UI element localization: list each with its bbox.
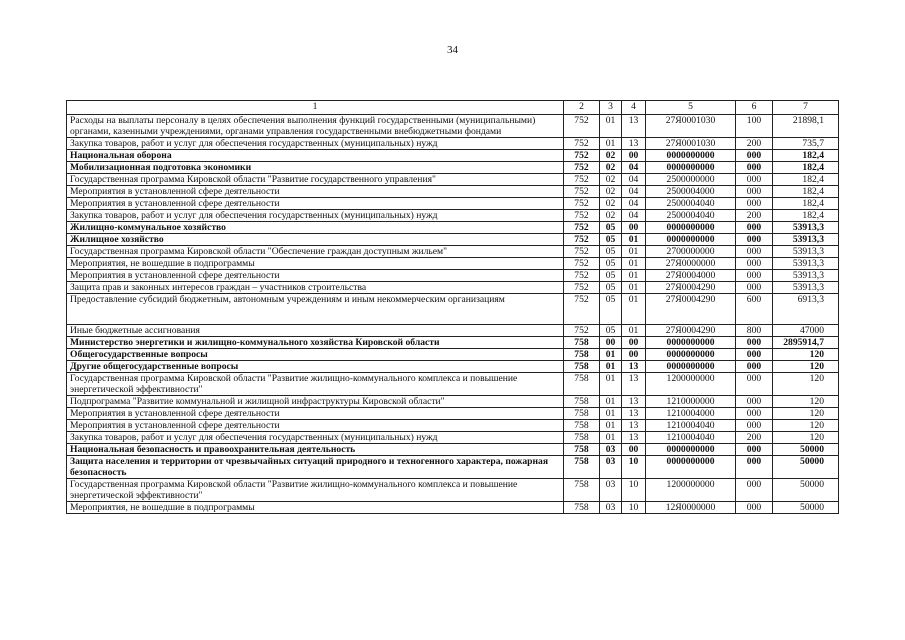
target-article-cell: 1210004000 — [646, 408, 736, 420]
row-name-cell: Национальная безопасность и правоохранительная деятельность — [67, 444, 564, 456]
target-article-cell: 27Я0004000 — [646, 270, 736, 282]
subsection-cell: 10 — [622, 479, 646, 502]
ministry-code-cell: 758 — [564, 479, 600, 502]
row-name-cell: Государственная программа Кировской области "Обеспечение граждан доступным жильем" — [67, 246, 564, 258]
expense-type-cell: 000 — [736, 456, 773, 479]
table-header-row — [67, 101, 839, 115]
amount-cell: 182,4 — [773, 174, 839, 186]
row-name-cell: Закупка товаров, работ и услуг для обеспечения государственных (муниципальных) нужд — [67, 138, 564, 150]
subsection-cell: 13 — [622, 115, 646, 138]
column-header: 4 — [622, 101, 646, 115]
row-name-cell: Министерство энергетики и жилищно-коммунального хозяйства Кировской области — [67, 337, 564, 349]
row-name-cell: Мероприятия в установленной сфере деятельности — [67, 198, 564, 210]
column-header: 5 — [646, 101, 736, 115]
expense-type-cell: 200 — [736, 210, 773, 222]
table-row — [67, 294, 839, 325]
target-article-cell: 1210004040 — [646, 432, 736, 444]
section-cell: 05 — [600, 258, 622, 270]
table-row — [67, 408, 839, 420]
ministry-code-cell: 752 — [564, 162, 600, 174]
target-article-cell: 1200000000 — [646, 479, 736, 502]
table-row — [67, 420, 839, 432]
section-cell: 05 — [600, 222, 622, 234]
row-name-cell: Расходы на выплаты персоналу в целях обеспечения выполнения функций государственными (муниципальными) органами, казенными учреждениями, органами управления государственными внебюджетными фондами — [67, 115, 564, 138]
row-name-cell: Общегосударственные вопросы — [67, 349, 564, 361]
expense-type-cell: 800 — [736, 325, 773, 337]
expense-type-cell: 000 — [736, 396, 773, 408]
section-cell: 01 — [600, 408, 622, 420]
ministry-code-cell: 758 — [564, 373, 600, 396]
section-cell: 03 — [600, 444, 622, 456]
expense-type-cell: 000 — [736, 349, 773, 361]
subsection-cell: 01 — [622, 325, 646, 337]
row-name-cell: Жилищно-коммунальное хозяйство — [67, 222, 564, 234]
ministry-code-cell: 752 — [564, 174, 600, 186]
row-name-cell: Государственная программа Кировской области "Развитие государственного управления" — [67, 174, 564, 186]
subsection-cell: 04 — [622, 210, 646, 222]
subsection-cell: 00 — [622, 444, 646, 456]
table-row — [67, 258, 839, 270]
target-article-cell: 27Я0004290 — [646, 325, 736, 337]
section-cell: 02 — [600, 210, 622, 222]
section-cell: 02 — [600, 174, 622, 186]
ministry-code-cell: 752 — [564, 246, 600, 258]
expense-type-cell: 000 — [736, 162, 773, 174]
table-row — [67, 222, 839, 234]
subsection-cell: 13 — [622, 138, 646, 150]
subsection-cell: 04 — [622, 174, 646, 186]
section-cell: 01 — [600, 138, 622, 150]
amount-cell: 50000 — [773, 502, 839, 514]
ministry-code-cell: 758 — [564, 502, 600, 514]
table-row — [67, 174, 839, 186]
amount-cell: 21898,1 — [773, 115, 839, 138]
target-article-cell: 0000000000 — [646, 444, 736, 456]
table-row — [67, 479, 839, 502]
subsection-cell: 10 — [622, 502, 646, 514]
amount-cell: 120 — [773, 361, 839, 373]
section-cell: 01 — [600, 420, 622, 432]
section-cell: 01 — [600, 361, 622, 373]
target-article-cell: 27Я0001030 — [646, 115, 736, 138]
table-row — [67, 150, 839, 162]
expense-type-cell: 000 — [736, 373, 773, 396]
amount-cell: 120 — [773, 349, 839, 361]
ministry-code-cell: 758 — [564, 361, 600, 373]
budget-table — [66, 100, 839, 514]
amount-cell: 120 — [773, 396, 839, 408]
section-cell: 05 — [600, 270, 622, 282]
target-article-cell: 2500004000 — [646, 186, 736, 198]
table-row — [67, 270, 839, 282]
table-row — [67, 282, 839, 294]
target-article-cell: 0000000000 — [646, 349, 736, 361]
expense-type-cell: 000 — [736, 198, 773, 210]
table-row — [67, 246, 839, 258]
table-row — [67, 444, 839, 456]
row-name-cell: Подпрограмма "Развитие коммунальной и жилищной инфраструктуры Кировской области" — [67, 396, 564, 408]
section-cell: 02 — [600, 162, 622, 174]
expense-type-cell: 000 — [736, 502, 773, 514]
expense-type-cell: 600 — [736, 294, 773, 325]
target-article-cell: 12Я0000000 — [646, 502, 736, 514]
row-name-cell: Предоставление субсидий бюджетным, автономным учреждениям и иным некоммерческим организациям — [67, 294, 564, 325]
expense-type-cell: 000 — [736, 174, 773, 186]
section-cell: 02 — [600, 198, 622, 210]
row-name-cell: Закупка товаров, работ и услуг для обеспечения государственных (муниципальных) нужд — [67, 210, 564, 222]
ministry-code-cell: 758 — [564, 444, 600, 456]
expense-type-cell: 000 — [736, 282, 773, 294]
subsection-cell: 13 — [622, 408, 646, 420]
expense-type-cell: 100 — [736, 115, 773, 138]
target-article-cell: 1210004040 — [646, 420, 736, 432]
subsection-cell: 01 — [622, 234, 646, 246]
amount-cell: 53913,3 — [773, 234, 839, 246]
section-cell: 01 — [600, 115, 622, 138]
target-article-cell: 1210000000 — [646, 396, 736, 408]
table-row — [67, 502, 839, 514]
target-article-cell: 2500004040 — [646, 210, 736, 222]
column-header: 1 — [67, 101, 564, 115]
amount-cell: 735,7 — [773, 138, 839, 150]
subsection-cell: 00 — [622, 349, 646, 361]
amount-cell: 120 — [773, 432, 839, 444]
expense-type-cell: 000 — [736, 234, 773, 246]
section-cell: 02 — [600, 186, 622, 198]
table-body — [67, 115, 839, 514]
amount-cell: 182,4 — [773, 150, 839, 162]
ministry-code-cell: 758 — [564, 420, 600, 432]
table-row — [67, 198, 839, 210]
amount-cell: 120 — [773, 373, 839, 396]
table-row — [67, 337, 839, 349]
page-number: 34 — [447, 44, 458, 56]
amount-cell: 53913,3 — [773, 270, 839, 282]
row-name-cell: Закупка товаров, работ и услуг для обеспечения государственных (муниципальных) нужд — [67, 432, 564, 444]
subsection-cell: 13 — [622, 396, 646, 408]
column-header: 3 — [600, 101, 622, 115]
expense-type-cell: 000 — [736, 246, 773, 258]
target-article-cell: 0000000000 — [646, 234, 736, 246]
amount-cell: 53913,3 — [773, 246, 839, 258]
ministry-code-cell: 758 — [564, 396, 600, 408]
ministry-code-cell: 758 — [564, 337, 600, 349]
ministry-code-cell: 758 — [564, 349, 600, 361]
section-cell: 00 — [600, 337, 622, 349]
amount-cell: 120 — [773, 420, 839, 432]
subsection-cell: 00 — [622, 150, 646, 162]
ministry-code-cell: 752 — [564, 115, 600, 138]
table-row — [67, 349, 839, 361]
table-row — [67, 162, 839, 174]
subsection-cell: 04 — [622, 186, 646, 198]
target-article-cell: 27Я0004290 — [646, 294, 736, 325]
table-row — [67, 186, 839, 198]
table-row — [67, 373, 839, 396]
subsection-cell: 13 — [622, 361, 646, 373]
amount-cell: 50000 — [773, 444, 839, 456]
expense-type-cell: 000 — [736, 408, 773, 420]
amount-cell: 182,4 — [773, 210, 839, 222]
ministry-code-cell: 752 — [564, 258, 600, 270]
expense-type-cell: 000 — [736, 361, 773, 373]
expense-type-cell: 000 — [736, 444, 773, 456]
ministry-code-cell: 758 — [564, 456, 600, 479]
expense-type-cell: 000 — [736, 222, 773, 234]
expense-type-cell: 000 — [736, 258, 773, 270]
section-cell: 03 — [600, 479, 622, 502]
row-name-cell: Государственная программа Кировской области "Развитие жилищно-коммунального комплекса и повышение энергетической эффективности" — [67, 479, 564, 502]
subsection-cell: 13 — [622, 420, 646, 432]
ministry-code-cell: 758 — [564, 408, 600, 420]
row-name-cell: Мероприятия, не вошедшие в подпрограммы — [67, 502, 564, 514]
row-name-cell: Иные бюджетные ассигнования — [67, 325, 564, 337]
amount-cell: 47000 — [773, 325, 839, 337]
subsection-cell: 01 — [622, 282, 646, 294]
row-name-cell: Мероприятия, не вошедшие в подпрограммы — [67, 258, 564, 270]
row-name-cell: Жилищное хозяйство — [67, 234, 564, 246]
ministry-code-cell: 752 — [564, 282, 600, 294]
amount-cell: 182,4 — [773, 186, 839, 198]
table-row — [67, 138, 839, 150]
table-row — [67, 456, 839, 479]
subsection-cell: 01 — [622, 258, 646, 270]
expense-type-cell: 000 — [736, 270, 773, 282]
section-cell: 05 — [600, 234, 622, 246]
target-article-cell: 1200000000 — [646, 373, 736, 396]
ministry-code-cell: 752 — [564, 138, 600, 150]
amount-cell: 2895914,7 — [773, 337, 839, 349]
section-cell: 01 — [600, 396, 622, 408]
section-cell: 05 — [600, 282, 622, 294]
subsection-cell: 01 — [622, 246, 646, 258]
amount-cell: 50000 — [773, 479, 839, 502]
row-name-cell: Мероприятия в установленной сфере деятельности — [67, 186, 564, 198]
ministry-code-cell: 752 — [564, 150, 600, 162]
section-cell: 02 — [600, 150, 622, 162]
target-article-cell: 0000000000 — [646, 222, 736, 234]
table-row — [67, 325, 839, 337]
ministry-code-cell: 752 — [564, 222, 600, 234]
table-row — [67, 234, 839, 246]
amount-cell: 182,4 — [773, 198, 839, 210]
ministry-code-cell: 752 — [564, 270, 600, 282]
expense-type-cell: 200 — [736, 432, 773, 444]
subsection-cell: 13 — [622, 432, 646, 444]
table-row — [67, 210, 839, 222]
row-name-cell: Мероприятия в установленной сфере деятельности — [67, 270, 564, 282]
section-cell: 01 — [600, 349, 622, 361]
amount-cell: 53913,3 — [773, 258, 839, 270]
subsection-cell: 04 — [622, 198, 646, 210]
subsection-cell: 00 — [622, 222, 646, 234]
section-cell: 01 — [600, 432, 622, 444]
target-article-cell: 0000000000 — [646, 337, 736, 349]
amount-cell: 6913,3 — [773, 294, 839, 325]
ministry-code-cell: 752 — [564, 210, 600, 222]
column-header: 6 — [736, 101, 773, 115]
target-article-cell: 27Я0000000 — [646, 258, 736, 270]
subsection-cell: 04 — [622, 162, 646, 174]
subsection-cell: 00 — [622, 337, 646, 349]
table-row — [67, 361, 839, 373]
amount-cell: 120 — [773, 408, 839, 420]
section-cell: 05 — [600, 246, 622, 258]
amount-cell: 50000 — [773, 456, 839, 479]
target-article-cell: 27Я0004290 — [646, 282, 736, 294]
expense-type-cell: 000 — [736, 420, 773, 432]
row-name-cell: Национальная оборона — [67, 150, 564, 162]
row-name-cell: Мобилизационная подготовка экономики — [67, 162, 564, 174]
ministry-code-cell: 758 — [564, 432, 600, 444]
ministry-code-cell: 752 — [564, 325, 600, 337]
expense-type-cell: 000 — [736, 479, 773, 502]
subsection-cell: 01 — [622, 294, 646, 325]
amount-cell: 53913,3 — [773, 282, 839, 294]
ministry-code-cell: 752 — [564, 234, 600, 246]
section-cell: 01 — [600, 373, 622, 396]
amount-cell: 182,4 — [773, 162, 839, 174]
section-cell: 05 — [600, 294, 622, 325]
table-row — [67, 396, 839, 408]
section-cell: 05 — [600, 325, 622, 337]
table-row — [67, 432, 839, 444]
row-name-cell: Защита прав и законных интересов граждан – участников строительства — [67, 282, 564, 294]
row-name-cell: Мероприятия в установленной сфере деятельности — [67, 408, 564, 420]
amount-cell: 53913,3 — [773, 222, 839, 234]
ministry-code-cell: 752 — [564, 186, 600, 198]
row-name-cell: Другие общегосударственные вопросы — [67, 361, 564, 373]
target-article-cell: 27Я0001030 — [646, 138, 736, 150]
target-article-cell: 0000000000 — [646, 162, 736, 174]
target-article-cell: 0000000000 — [646, 456, 736, 479]
target-article-cell: 2700000000 — [646, 246, 736, 258]
column-header: 7 — [773, 101, 839, 115]
target-article-cell: 0000000000 — [646, 150, 736, 162]
subsection-cell: 13 — [622, 373, 646, 396]
row-name-cell: Защита населения и территории от чрезвычайных ситуаций природного и техногенного характера, пожарная безопасность — [67, 456, 564, 479]
subsection-cell: 01 — [622, 270, 646, 282]
row-name-cell: Государственная программа Кировской области "Развитие жилищно-коммунального комплекса и повышение энергетической эффективности" — [67, 373, 564, 396]
expense-type-cell: 000 — [736, 186, 773, 198]
expense-type-cell: 000 — [736, 337, 773, 349]
table-row — [67, 115, 839, 138]
expense-type-cell: 200 — [736, 138, 773, 150]
expense-type-cell: 000 — [736, 150, 773, 162]
target-article-cell: 2500000000 — [646, 174, 736, 186]
ministry-code-cell: 752 — [564, 294, 600, 325]
section-cell: 03 — [600, 456, 622, 479]
ministry-code-cell: 752 — [564, 198, 600, 210]
subsection-cell: 10 — [622, 456, 646, 479]
target-article-cell: 0000000000 — [646, 361, 736, 373]
section-cell: 03 — [600, 502, 622, 514]
target-article-cell: 2500004040 — [646, 198, 736, 210]
row-name-cell: Мероприятия в установленной сфере деятельности — [67, 420, 564, 432]
column-header: 2 — [564, 101, 600, 115]
